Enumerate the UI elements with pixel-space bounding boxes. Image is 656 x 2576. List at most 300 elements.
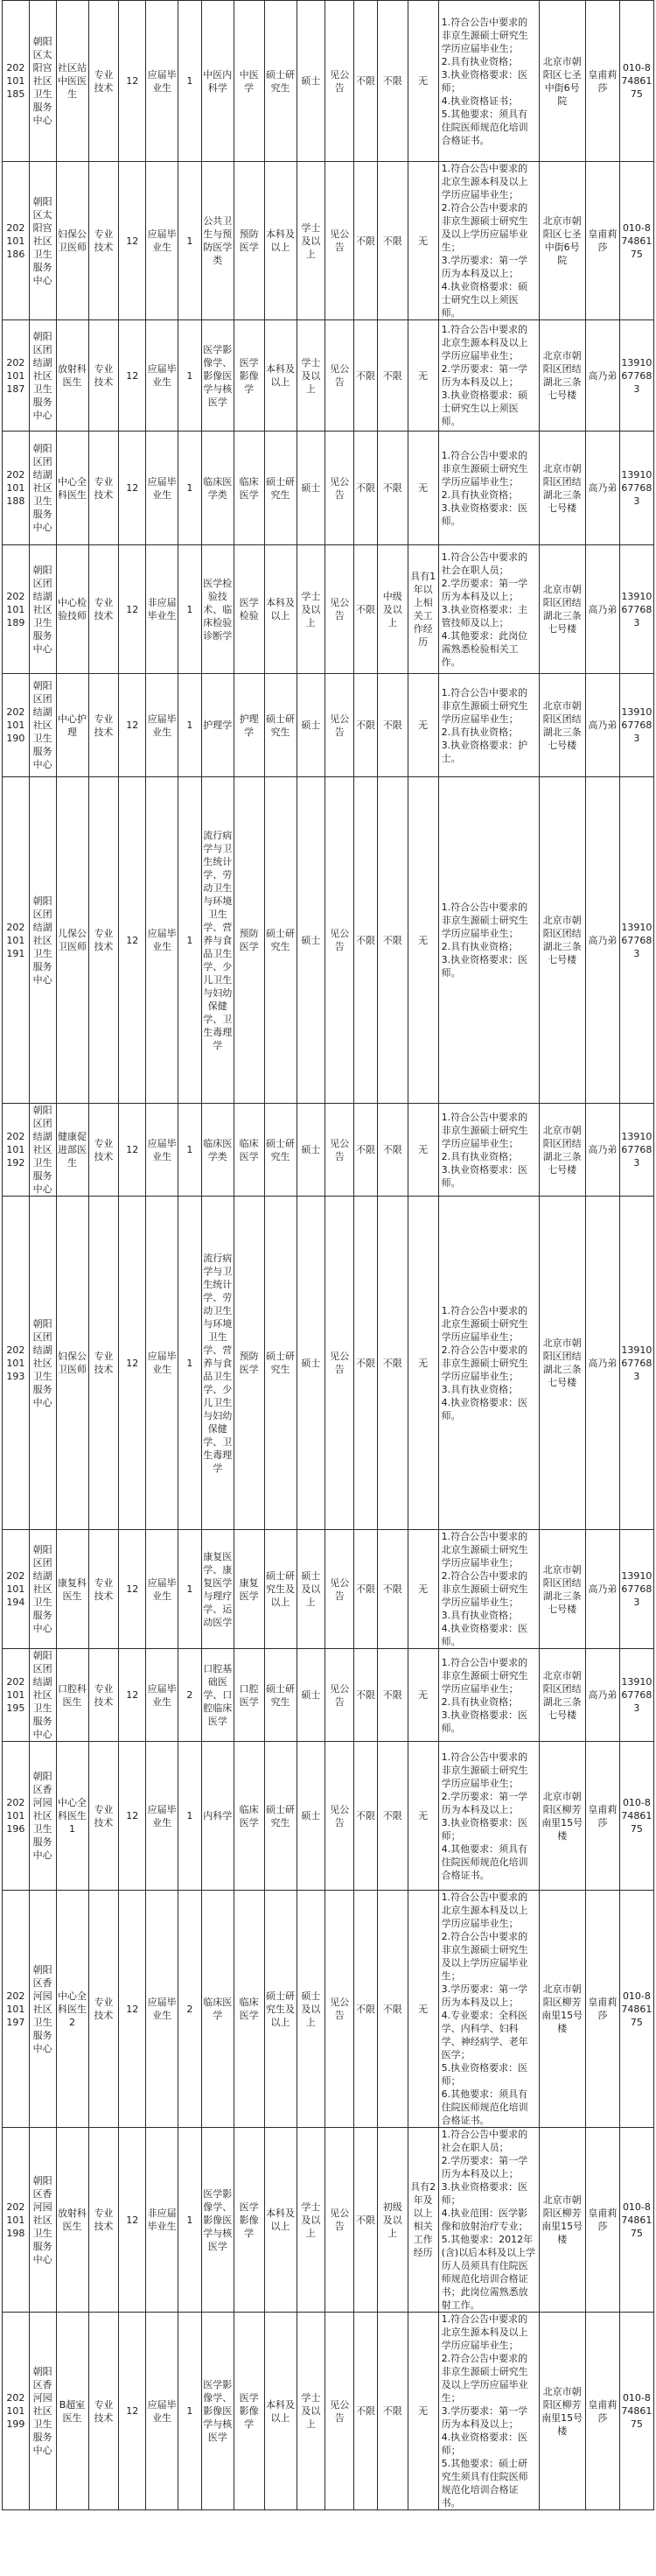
major-cell: 临床医学	[201, 1891, 234, 2128]
open-mode-cell: 见公告	[325, 2313, 354, 2510]
requirement-line: 2.符合公告中要求的非京生源硕士研究生及以上学历应届毕业生；	[441, 202, 528, 253]
requirements-cell	[438, 432, 539, 545]
hiring-count-cell: 1	[178, 432, 202, 545]
degree-cell: 硕士	[297, 432, 325, 545]
position-code-cell: 202101196	[3, 1742, 30, 1891]
hiring-count-cell: 2	[178, 1891, 202, 2128]
requirements-cell	[438, 1197, 539, 1530]
requirement-line: 2.具有执业资格；	[441, 1150, 519, 1162]
employer-unit-cell: 朝阳区香河园社区卫生服务中心	[29, 2128, 56, 2313]
discipline-cell: 预防医学	[234, 1197, 264, 1530]
hiring-count-cell: 1	[178, 1, 202, 162]
requirement-line: 2.符合公告中要求的非京生源硕士研究生及以上学历应届毕业生；	[441, 2353, 528, 2404]
position-category-cell: 专业技术	[88, 1197, 119, 1530]
employer-unit-cell: 朝阳区团结湖社区卫生服务中心	[29, 777, 56, 1104]
title-requirement-cell: 不限	[377, 777, 408, 1104]
address-cell: 北京市朝阳区团结湖北三条七号楼	[539, 320, 585, 432]
requirement-line: 5.其他要求：2012年(含)以后本科及以上学历人员须具有住院医师规范化培训合格证书；此岗位需熟悉放射工作。	[441, 2234, 536, 2311]
position-level-cell: 12	[119, 1197, 146, 1530]
requirement-line: 3.学历要求：第一学历为本科及以上；	[441, 1983, 528, 2008]
education-cell: 硕士研究生	[264, 1, 297, 162]
position-category-cell: 专业技术	[88, 1, 119, 162]
contact-person-cell: 高乃弟	[585, 545, 619, 674]
requirement-line: 4.执业资格要求：医师。	[441, 1396, 528, 1421]
position-level-cell: 12	[119, 777, 146, 1104]
title-requirement-cell: 不限	[377, 1104, 408, 1197]
requirement-line: 1.符合公告中要求的非京生源硕士研究生学历应届毕业生；	[441, 1656, 528, 1695]
requirement-line: 4.其他要求：此岗位需熟悉检验相关工作。	[441, 629, 528, 668]
open-mode-cell: 见公告	[325, 545, 354, 674]
employer-unit-cell: 朝阳区团结湖社区卫生服务中心	[29, 545, 56, 674]
candidate-source-cell: 应届毕业生	[146, 1742, 178, 1891]
age-limit-cell: 不限	[354, 162, 378, 320]
candidate-source-cell: 应届毕业生	[146, 1, 178, 162]
employer-unit-cell: 朝阳区团结湖社区卫生服务中心	[29, 432, 56, 545]
position-level-cell: 12	[119, 1530, 146, 1649]
discipline-cell: 医学影像学	[234, 2313, 264, 2510]
title-requirement-cell: 初级及以上	[377, 2128, 408, 2313]
education-cell: 硕士研究生	[264, 432, 297, 545]
table-row	[3, 1197, 654, 1530]
employer-unit-cell: 朝阳区团结湖社区卫生服务中心	[29, 1197, 56, 1530]
position-name-cell: 儿保公卫医师	[56, 777, 88, 1104]
requirement-line: 3.具有执业资格；	[441, 1383, 519, 1395]
position-category-cell: 专业技术	[88, 432, 119, 545]
address-cell: 北京市朝阳区团结湖北三条七号楼	[539, 432, 585, 545]
position-code-cell: 202101192	[3, 1104, 30, 1197]
degree-cell: 学士及以上	[297, 2128, 325, 2313]
position-level-cell: 12	[119, 2128, 146, 2313]
title-requirement-cell: 不限	[377, 1649, 408, 1742]
open-mode-cell: 见公告	[325, 2128, 354, 2313]
education-cell: 硕士研究生	[264, 1742, 297, 1891]
requirements-cell	[438, 1, 539, 162]
position-code-cell: 202101188	[3, 432, 30, 545]
requirement-line: 1.符合公告中要求的北京生源硕士研究生学历应届毕业生；	[441, 1531, 528, 1569]
degree-cell: 硕士及以上	[297, 1891, 325, 2128]
candidate-source-cell: 应届毕业生	[146, 1197, 178, 1530]
requirement-line: 2.具有执业资格；	[441, 488, 519, 501]
requirement-line: 3.执业资格要求：医师；	[441, 1816, 528, 1842]
position-name-cell: 中心全科医生1	[56, 1742, 88, 1891]
work-experience-cell: 无	[408, 1742, 438, 1891]
position-category-cell: 专业技术	[88, 2128, 119, 2313]
discipline-cell: 医学影像学	[234, 2128, 264, 2313]
requirement-line: 2.具有执业资格；	[441, 55, 519, 67]
address-cell: 北京市朝阳区团结湖北三条七号楼	[539, 1104, 585, 1197]
table-row	[3, 1, 654, 162]
title-requirement-cell: 中级及以上	[377, 545, 408, 674]
position-name-cell: 中心护理	[56, 674, 88, 777]
candidate-source-cell: 应届毕业生	[146, 674, 178, 777]
address-cell: 北京市朝阳区团结湖北三条七号楼	[539, 1649, 585, 1742]
work-experience-cell: 无	[408, 162, 438, 320]
discipline-cell: 预防医学	[234, 777, 264, 1104]
age-limit-cell: 不限	[354, 432, 378, 545]
open-mode-cell: 见公告	[325, 1742, 354, 1891]
address-cell: 北京市朝阳区柳芳南里15号楼	[539, 2313, 585, 2510]
contact-phone-cell: 13910677683	[619, 432, 653, 545]
position-category-cell: 专业技术	[88, 674, 119, 777]
contact-phone-cell: 010-87486175	[619, 2128, 653, 2313]
requirements-cell	[438, 545, 539, 674]
open-mode-cell: 见公告	[325, 162, 354, 320]
requirement-line: 4.执业资格要求：硕士研究生以上须医师。	[441, 281, 528, 319]
open-mode-cell: 见公告	[325, 1649, 354, 1742]
age-limit-cell: 不限	[354, 1891, 378, 2128]
requirement-line: 4.执业范围：医学影像和放射治疗专业；	[441, 2207, 528, 2232]
requirement-line: 3.执业资格要求：硕士研究生以上须医师。	[441, 390, 528, 427]
contact-person-cell: 皇甫莉莎	[585, 1742, 619, 1891]
hiring-count-cell: 1	[178, 1104, 202, 1197]
requirement-line: 2.学历要求：第一学历为本科及以上；	[441, 577, 528, 602]
work-experience-cell: 无	[408, 1104, 438, 1197]
address-cell: 北京市朝阳区柳芳南里15号楼	[539, 1742, 585, 1891]
table-row	[3, 1530, 654, 1649]
table-row	[3, 545, 654, 674]
position-code-cell: 202101189	[3, 545, 30, 674]
work-experience-cell: 无	[408, 432, 438, 545]
contact-phone-cell: 010-87486175	[619, 1742, 653, 1891]
requirement-line: 1.符合公告中要求的非京生源硕士研究生学历应届毕业生；	[441, 1751, 528, 1789]
contact-person-cell: 高乃弟	[585, 432, 619, 545]
contact-phone-cell: 010-87486175	[619, 1891, 653, 2128]
position-category-cell: 专业技术	[88, 1742, 119, 1891]
position-level-cell: 12	[119, 1, 146, 162]
education-cell: 本科及以上	[264, 320, 297, 432]
position-name-cell: 妇保公卫医师	[56, 162, 88, 320]
requirement-line: 1.符合公告中要求的北京生源本科及以上学历应届毕业生；	[441, 163, 528, 200]
requirement-line: 6.其他要求：须具有住院医师规范化培训合格证书。	[441, 2088, 528, 2126]
requirement-line: 4.执业资格要求：医师；	[441, 2432, 528, 2456]
work-experience-cell: 无	[408, 1197, 438, 1530]
position-name-cell: 口腔科医生	[56, 1649, 88, 1742]
degree-cell: 硕士	[297, 1742, 325, 1891]
candidate-source-cell: 应届毕业生	[146, 432, 178, 545]
discipline-cell: 康复医学	[234, 1530, 264, 1649]
hiring-count-cell: 1	[178, 777, 202, 1104]
positions-table	[2, 0, 654, 2510]
degree-cell: 硕士	[297, 1649, 325, 1742]
open-mode-cell: 见公告	[325, 1530, 354, 1649]
age-limit-cell: 不限	[354, 674, 378, 777]
requirement-line: 1.符合公告中要求的社会在职人员；	[441, 2129, 528, 2153]
requirement-line: 3.学历要求：第一学历为本科及以上；	[441, 255, 528, 279]
open-mode-cell: 见公告	[325, 320, 354, 432]
position-name-cell: 放射科医生	[56, 320, 88, 432]
requirement-line: 3.执业资格要求：护士。	[441, 739, 528, 764]
address-cell: 北京市朝阳区团结湖北三条七号楼	[539, 1530, 585, 1649]
position-code-cell: 202101185	[3, 1, 30, 162]
contact-phone-cell: 13910677683	[619, 1197, 653, 1530]
age-limit-cell: 不限	[354, 545, 378, 674]
position-level-cell: 12	[119, 674, 146, 777]
requirement-line: 2.学历要求：第一学历为本科及以上；	[441, 363, 528, 388]
education-cell: 硕士研究生	[264, 1649, 297, 1742]
degree-cell: 硕士	[297, 674, 325, 777]
candidate-source-cell: 应届毕业生	[146, 162, 178, 320]
age-limit-cell: 不限	[354, 2128, 378, 2313]
position-level-cell: 12	[119, 1649, 146, 1742]
work-experience-cell: 无	[408, 1, 438, 162]
position-category-cell: 专业技术	[88, 162, 119, 320]
hiring-count-cell: 1	[178, 1530, 202, 1649]
employer-unit-cell: 朝阳区团结湖社区卫生服务中心	[29, 1649, 56, 1742]
position-category-cell: 专业技术	[88, 2313, 119, 2510]
candidate-source-cell: 应届毕业生	[146, 1530, 178, 1649]
work-experience-cell: 无	[408, 1530, 438, 1649]
major-cell: 流行病学与卫生统计学、劳动卫生与环境卫生学、营养与食品卫生学、少儿卫生与妇幼保健学、卫生毒理学	[201, 1197, 234, 1530]
discipline-cell: 口腔医学	[234, 1649, 264, 1742]
open-mode-cell: 见公告	[325, 674, 354, 777]
degree-cell: 硕士	[297, 1104, 325, 1197]
requirement-line: 1.符合公告中要求的非京生源硕士研究生学历应届毕业生；	[441, 902, 528, 939]
requirement-line: 2.符合公告中要求的非京生源硕士研究生及以上学历应届毕业生；	[441, 1931, 528, 1982]
employer-unit-cell: 朝阳区太阳宫社区卫生服务中心	[29, 162, 56, 320]
requirement-line: 4.执业资格证书；	[441, 95, 519, 107]
address-cell: 北京市朝阳区团结湖北三条七号楼	[539, 1197, 585, 1530]
work-experience-cell: 无	[408, 777, 438, 1104]
address-cell: 北京市朝阳区柳芳南里15号楼	[539, 1891, 585, 2128]
employer-unit-cell: 朝阳区香河园社区卫生服务中心	[29, 1891, 56, 2128]
position-code-cell: 202101195	[3, 1649, 30, 1742]
position-name-cell: 社区站中医医生	[56, 1, 88, 162]
position-category-cell: 专业技术	[88, 1891, 119, 2128]
work-experience-cell: 具有2年及以上相关工作经历	[408, 2128, 438, 2313]
contact-person-cell: 高乃弟	[585, 320, 619, 432]
hiring-count-cell: 1	[178, 545, 202, 674]
position-name-cell: 妇保公卫医师	[56, 1197, 88, 1530]
education-cell: 硕士研究生	[264, 1104, 297, 1197]
education-cell: 本科及以上	[264, 2128, 297, 2313]
work-experience-cell: 无	[408, 1891, 438, 2128]
requirement-line: 5.其他要求：须具有住院医师规范化培训合格证书。	[441, 108, 528, 146]
major-cell: 医学检验技术、临床检验诊断学	[201, 545, 234, 674]
requirement-line: 5.执业资格要求：医师；	[441, 2062, 528, 2087]
position-level-cell: 12	[119, 432, 146, 545]
requirement-line: 1.符合公告中要求的非京生源硕士研究生学历应届毕业生；	[441, 686, 528, 725]
major-cell: 中医内科学	[201, 1, 234, 162]
table-row	[3, 1742, 654, 1891]
address-cell: 北京市朝阳区柳芳南里15号楼	[539, 2128, 585, 2313]
position-category-cell: 专业技术	[88, 1649, 119, 1742]
requirement-line: 3.执业资格要求：主管技师及以上；	[441, 603, 528, 628]
contact-person-cell: 皇甫莉莎	[585, 1, 619, 162]
position-level-cell: 12	[119, 1742, 146, 1891]
title-requirement-cell: 不限	[377, 162, 408, 320]
contact-person-cell: 高乃弟	[585, 1530, 619, 1649]
open-mode-cell: 见公告	[325, 1, 354, 162]
discipline-cell: 护理学	[234, 674, 264, 777]
position-code-cell: 202101193	[3, 1197, 30, 1530]
requirement-line: 5.其他要求：硕士研究生须具有住院医师规范化培训合格证书。	[441, 2458, 528, 2509]
position-category-cell: 专业技术	[88, 1530, 119, 1649]
requirement-line: 4.其他要求：须具有住院医师规范化培训合格证书。	[441, 1843, 528, 1881]
contact-person-cell: 皇甫莉莎	[585, 162, 619, 320]
discipline-cell: 临床医学	[234, 1104, 264, 1197]
requirement-line: 3.执业资格要求：医师。	[441, 954, 528, 979]
contact-phone-cell: 13910677683	[619, 545, 653, 674]
employer-unit-cell: 朝阳区团结湖社区卫生服务中心	[29, 1530, 56, 1649]
requirements-cell	[438, 1742, 539, 1891]
open-mode-cell: 见公告	[325, 777, 354, 1104]
age-limit-cell: 不限	[354, 1530, 378, 1649]
degree-cell: 学士及以上	[297, 320, 325, 432]
contact-person-cell: 高乃弟	[585, 1104, 619, 1197]
employer-unit-cell: 朝阳区太阳宫社区卫生服务中心	[29, 1, 56, 162]
contact-phone-cell: 010-87486175	[619, 2313, 653, 2510]
discipline-cell: 医学检验	[234, 545, 264, 674]
position-name-cell: B超室医生	[56, 2313, 88, 2510]
hiring-count-cell: 1	[178, 674, 202, 777]
employer-unit-cell: 朝阳区团结湖社区卫生服务中心	[29, 320, 56, 432]
major-cell: 医学影像学、影像医学与核医学	[201, 320, 234, 432]
discipline-cell: 中医学	[234, 1, 264, 162]
position-code-cell: 202101190	[3, 674, 30, 777]
table-row	[3, 1891, 654, 2128]
work-experience-cell: 无	[408, 2313, 438, 2510]
requirement-line: 3.执业资格要求：医师。	[441, 1709, 528, 1734]
position-level-cell: 12	[119, 545, 146, 674]
education-cell: 硕士研究生及以上	[264, 1530, 297, 1649]
position-name-cell: 健康促进部医生	[56, 1104, 88, 1197]
position-category-cell: 专业技术	[88, 320, 119, 432]
age-limit-cell: 不限	[354, 1649, 378, 1742]
contact-phone-cell: 13910677683	[619, 1104, 653, 1197]
title-requirement-cell: 不限	[377, 2313, 408, 2510]
contact-person-cell: 高乃弟	[585, 777, 619, 1104]
requirement-line: 3.学历要求：第一学历为本科及以上；	[441, 2405, 528, 2430]
education-cell: 硕士研究生及以上	[264, 1891, 297, 2128]
position-code-cell: 202101186	[3, 162, 30, 320]
requirement-line: 1.符合公告中要求的北京生源本科及以上学历应届毕业生；	[441, 324, 528, 361]
education-cell: 本科及以上	[264, 162, 297, 320]
candidate-source-cell: 非应届毕业生	[146, 545, 178, 674]
contact-phone-cell: 010-87486175	[619, 162, 653, 320]
position-code-cell: 202101187	[3, 320, 30, 432]
age-limit-cell: 不限	[354, 320, 378, 432]
address-cell: 北京市朝阳区团结湖北三条七号楼	[539, 777, 585, 1104]
education-cell: 硕士研究生	[264, 674, 297, 777]
title-requirement-cell: 不限	[377, 674, 408, 777]
requirements-cell	[438, 1649, 539, 1742]
table-row	[3, 777, 654, 1104]
requirement-line: 2.学历要求：第一学历为本科及以上；	[441, 2155, 528, 2179]
major-cell: 公共卫生与预防医学类	[201, 162, 234, 320]
table-row	[3, 432, 654, 545]
major-cell: 流行病学与卫生统计学、劳动卫生与环境卫生学、营养与食品卫生学、少儿卫生与妇幼保健学、卫生毒理学	[201, 777, 234, 1104]
position-code-cell: 202101199	[3, 2313, 30, 2510]
major-cell: 口腔基础医学、口腔临床医学	[201, 1649, 234, 1742]
degree-cell: 硕士	[297, 1, 325, 162]
contact-phone-cell: 13910677683	[619, 1649, 653, 1742]
hiring-count-cell: 2	[178, 1649, 202, 1742]
open-mode-cell: 见公告	[325, 432, 354, 545]
position-name-cell: 中心全科医生2	[56, 1891, 88, 2128]
hiring-count-cell: 1	[178, 162, 202, 320]
hiring-count-cell: 1	[178, 2313, 202, 2510]
requirements-cell	[438, 1530, 539, 1649]
education-cell: 本科及以上	[264, 2313, 297, 2510]
requirement-line: 2.学历要求：第一学历为本科及以上；	[441, 1790, 528, 1815]
position-name-cell: 中心检验技师	[56, 545, 88, 674]
work-experience-cell: 无	[408, 320, 438, 432]
open-mode-cell: 见公告	[325, 1104, 354, 1197]
requirements-cell	[438, 777, 539, 1104]
position-code-cell: 202101198	[3, 2128, 30, 2313]
requirements-cell	[438, 674, 539, 777]
education-cell: 硕士研究生	[264, 1197, 297, 1530]
employer-unit-cell: 朝阳区香河园社区卫生服务中心	[29, 1742, 56, 1891]
position-name-cell: 放射科医生	[56, 2128, 88, 2313]
contact-person-cell: 高乃弟	[585, 1649, 619, 1742]
contact-person-cell: 高乃弟	[585, 1197, 619, 1530]
requirements-cell	[438, 1891, 539, 2128]
table-row	[3, 162, 654, 320]
address-cell: 北京市朝阳区七圣中街6号院	[539, 162, 585, 320]
major-cell: 内科学	[201, 1742, 234, 1891]
requirement-line: 4.专业要求：全科医学、内科学、妇科学、神经病学、老年医学；	[441, 2010, 528, 2060]
education-cell: 本科及以上	[264, 545, 297, 674]
discipline-cell: 医学影像学	[234, 320, 264, 432]
discipline-cell: 临床医学	[234, 432, 264, 545]
hiring-count-cell: 1	[178, 2128, 202, 2313]
candidate-source-cell: 应届毕业生	[146, 320, 178, 432]
hiring-count-cell: 1	[178, 1197, 202, 1530]
title-requirement-cell: 不限	[377, 320, 408, 432]
title-requirement-cell: 不限	[377, 432, 408, 545]
title-requirement-cell: 不限	[377, 1891, 408, 2128]
age-limit-cell: 不限	[354, 1742, 378, 1891]
table-row	[3, 2128, 654, 2313]
age-limit-cell: 不限	[354, 777, 378, 1104]
requirement-line: 1.符合公告中要求的非京生源硕士研究生学历应届毕业生；	[441, 1111, 528, 1149]
candidate-source-cell: 应届毕业生	[146, 2313, 178, 2510]
requirement-line: 2.符合公告中要求的非京生源硕士研究生学历应届毕业生；	[441, 1344, 528, 1382]
hiring-count-cell: 1	[178, 320, 202, 432]
discipline-cell: 临床医学	[234, 1891, 264, 2128]
position-level-cell: 12	[119, 1891, 146, 2128]
position-level-cell: 12	[119, 320, 146, 432]
candidate-source-cell: 非应届毕业生	[146, 2128, 178, 2313]
contact-person-cell: 皇甫莉莎	[585, 1891, 619, 2128]
degree-cell: 学士及以上	[297, 545, 325, 674]
employer-unit-cell: 朝阳区团结湖社区卫生服务中心	[29, 1104, 56, 1197]
education-cell: 硕士研究生	[264, 777, 297, 1104]
title-requirement-cell: 不限	[377, 1530, 408, 1649]
position-category-cell: 专业技术	[88, 777, 119, 1104]
contact-phone-cell: 13910677683	[619, 1530, 653, 1649]
requirement-line: 1.符合公告中要求的北京生源本科及以上学历应届毕业生；	[441, 2313, 528, 2351]
degree-cell: 硕士	[297, 1197, 325, 1530]
requirement-line: 3.执业资格要求：医师。	[441, 1163, 528, 1189]
requirement-line: 2.具有执业资格；	[441, 1695, 519, 1708]
requirement-line: 2.具有执业资格；	[441, 941, 519, 952]
degree-cell: 硕士	[297, 777, 325, 1104]
requirement-line: 2.具有执业资格；	[441, 726, 519, 738]
requirement-line: 3.执业资格要求：医师。	[441, 502, 528, 527]
work-experience-cell: 具有1年以上相关工作经历	[408, 545, 438, 674]
candidate-source-cell: 应届毕业生	[146, 1891, 178, 2128]
employer-unit-cell: 朝阳区香河园社区卫生服务中心	[29, 2313, 56, 2510]
table-row	[3, 2313, 654, 2510]
contact-person-cell: 皇甫莉莎	[585, 2313, 619, 2510]
address-cell: 北京市朝阳区团结湖北三条七号楼	[539, 545, 585, 674]
requirement-line: 3.执业资格要求：医师；	[441, 2181, 528, 2206]
contact-person-cell: 皇甫莉莎	[585, 2128, 619, 2313]
requirement-line: 3.执业资格要求：医师；	[441, 68, 528, 94]
table-row	[3, 674, 654, 777]
